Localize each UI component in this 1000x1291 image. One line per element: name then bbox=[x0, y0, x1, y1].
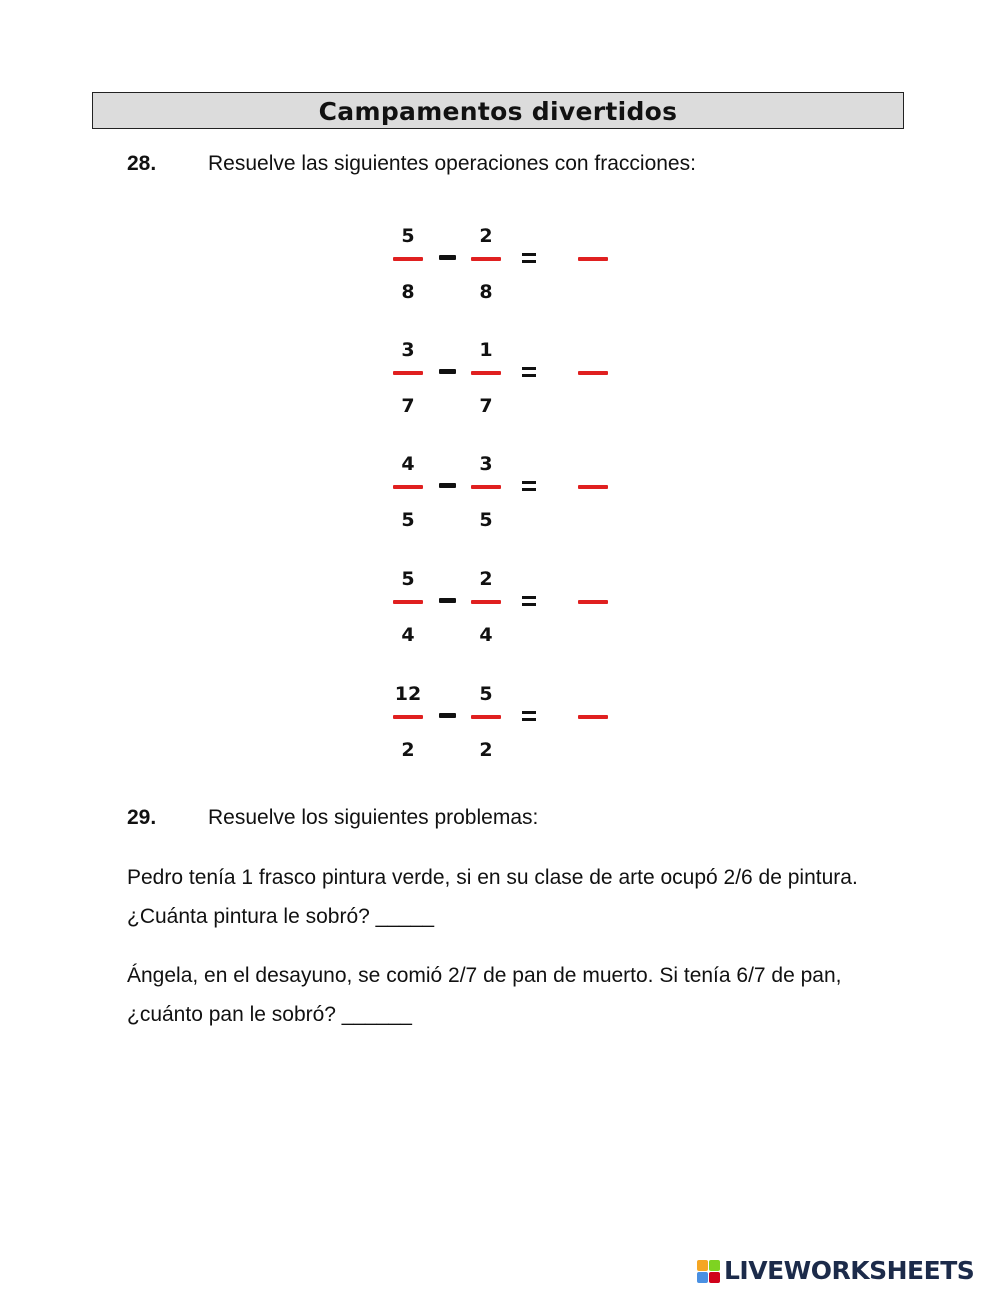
equals-sign bbox=[522, 253, 536, 264]
fraction-a-bar bbox=[393, 715, 423, 719]
minus-sign bbox=[439, 483, 456, 488]
question-28-text: Resuelve las siguientes operaciones con fracciones: bbox=[208, 152, 696, 175]
fraction-a-bar bbox=[393, 257, 423, 261]
fraction-b-bar bbox=[471, 600, 501, 604]
question-29-number: 29. bbox=[127, 806, 157, 829]
answer-fraction-bar[interactable] bbox=[578, 600, 608, 604]
minus-sign bbox=[439, 598, 456, 603]
answer-fraction-bar[interactable] bbox=[578, 715, 608, 719]
fraction-a-denominator: 4 bbox=[401, 624, 415, 646]
fraction-equation bbox=[0, 225, 1000, 305]
problem-1-line-1: Pedro tenía 1 frasco pintura verde, si en su clase de arte ocupó 2/6 de pintura. bbox=[127, 866, 858, 889]
fraction-equation bbox=[0, 568, 1000, 648]
problem-2 bbox=[127, 956, 927, 1034]
fraction-b-denominator: 8 bbox=[479, 281, 493, 303]
problem-1-line-2: ¿Cuánta pintura le sobró? _____ bbox=[127, 905, 435, 928]
fraction-b-numerator: 2 bbox=[479, 568, 493, 590]
problem-2-line-1: Ángela, en el desayuno, se comió 2/7 de pan de muerto. Si tenía 6/7 de pan, bbox=[127, 964, 842, 987]
liveworksheets-logo-text: LIVEWORKSHEETS bbox=[724, 1256, 975, 1285]
answer-fraction-bar[interactable] bbox=[578, 371, 608, 375]
fraction-equation bbox=[0, 453, 1000, 533]
problem-1 bbox=[127, 858, 927, 936]
minus-sign bbox=[439, 255, 456, 260]
fraction-b-bar bbox=[471, 485, 501, 489]
liveworksheets-logo-icon bbox=[697, 1260, 721, 1284]
fraction-a-denominator: 2 bbox=[401, 739, 415, 761]
equals-sign bbox=[522, 481, 536, 492]
question-28-number: 28. bbox=[127, 152, 157, 175]
answer-fraction-bar[interactable] bbox=[578, 485, 608, 489]
liveworksheets-logo[interactable] bbox=[697, 1254, 997, 1288]
fraction-b-denominator: 5 bbox=[479, 509, 493, 531]
fraction-a-denominator: 8 bbox=[401, 281, 415, 303]
fraction-b-denominator: 7 bbox=[479, 395, 493, 417]
fraction-b-numerator: 5 bbox=[479, 683, 493, 705]
equals-sign bbox=[522, 711, 536, 722]
answer-fraction-bar[interactable] bbox=[578, 257, 608, 261]
fraction-a-denominator: 5 bbox=[401, 509, 415, 531]
equals-sign bbox=[522, 367, 536, 378]
fraction-b-denominator: 2 bbox=[479, 739, 493, 761]
fraction-b-bar bbox=[471, 371, 501, 375]
fraction-a-numerator: 5 bbox=[401, 225, 415, 247]
fraction-equation bbox=[0, 683, 1000, 763]
problem-2-line-2: ¿cuánto pan le sobró? ______ bbox=[127, 1003, 412, 1026]
fraction-equation bbox=[0, 339, 1000, 419]
fraction-a-numerator: 12 bbox=[394, 683, 422, 705]
fraction-b-bar bbox=[471, 257, 501, 261]
fraction-a-numerator: 3 bbox=[401, 339, 415, 361]
fraction-b-numerator: 1 bbox=[479, 339, 493, 361]
worksheet-title: Campamentos divertidos bbox=[92, 92, 904, 129]
equals-sign bbox=[522, 596, 536, 607]
minus-sign bbox=[439, 369, 456, 374]
fraction-a-numerator: 4 bbox=[401, 453, 415, 475]
fraction-a-bar bbox=[393, 485, 423, 489]
fraction-b-denominator: 4 bbox=[479, 624, 493, 646]
fraction-b-numerator: 3 bbox=[479, 453, 493, 475]
fraction-b-bar bbox=[471, 715, 501, 719]
fraction-a-numerator: 5 bbox=[401, 568, 415, 590]
question-29-text: Resuelve los siguientes problemas: bbox=[208, 806, 539, 829]
minus-sign bbox=[439, 713, 456, 718]
fraction-a-denominator: 7 bbox=[401, 395, 415, 417]
fraction-a-bar bbox=[393, 600, 423, 604]
fraction-a-bar bbox=[393, 371, 423, 375]
fraction-b-numerator: 2 bbox=[479, 225, 493, 247]
